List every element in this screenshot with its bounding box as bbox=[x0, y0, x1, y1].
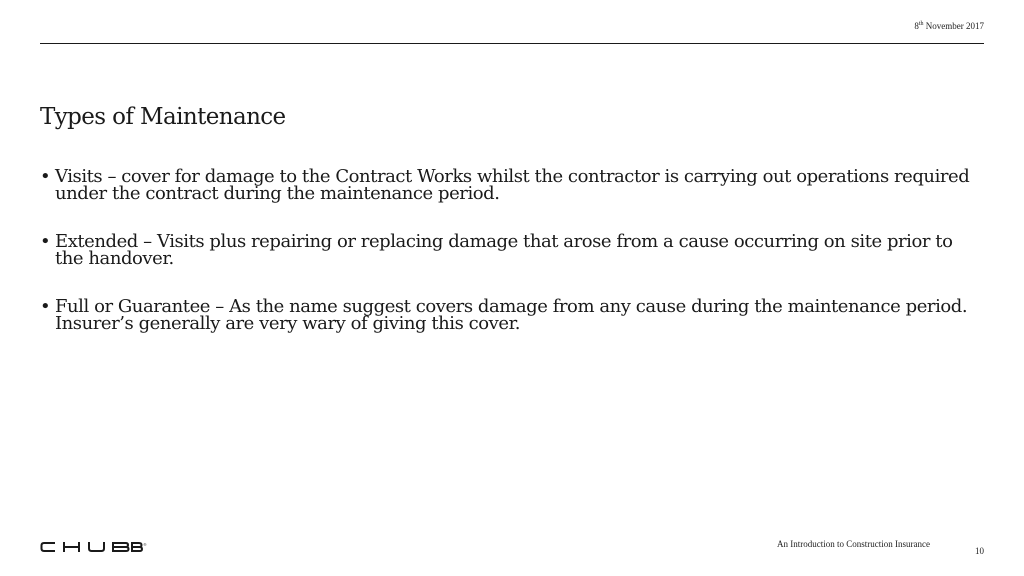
bullet-text: Visits – cover for damage to the Contract Works whilst the contractor is carrying out operations required under the contract during the maintenance period. bbox=[55, 166, 970, 204]
registered-mark: ® bbox=[143, 542, 147, 547]
bullet-dot: • bbox=[40, 231, 51, 252]
bullet-item bbox=[40, 233, 980, 267]
page-number: 10 bbox=[975, 546, 984, 556]
bullet-item bbox=[40, 298, 980, 332]
bullet-dot: • bbox=[40, 166, 51, 187]
header-divider bbox=[40, 43, 984, 44]
bullet-dot: • bbox=[40, 296, 51, 317]
presentation-title: An Introduction to Construction Insurance bbox=[777, 539, 930, 549]
chubb-logo bbox=[40, 541, 146, 553]
date-day: 8 bbox=[914, 21, 919, 31]
bullet-text: Extended – Visits plus repairing or replacing damage that arose from a cause occurring on site prior to the handover. bbox=[55, 231, 953, 269]
chubb-logo-wordmark bbox=[40, 541, 146, 553]
date-month-year: November 2017 bbox=[923, 21, 984, 31]
bullet-text: Full or Guarantee – As the name suggest covers damage from any cause during the maintenance period. Insurer’s generally are very wary of giving this cover. bbox=[55, 296, 968, 334]
bullet-item bbox=[40, 168, 980, 202]
slide-date bbox=[914, 21, 984, 31]
date-suffix: th bbox=[918, 21, 924, 27]
slide-title: Types of Maintenance bbox=[40, 104, 286, 130]
bullet-list bbox=[40, 168, 980, 363]
